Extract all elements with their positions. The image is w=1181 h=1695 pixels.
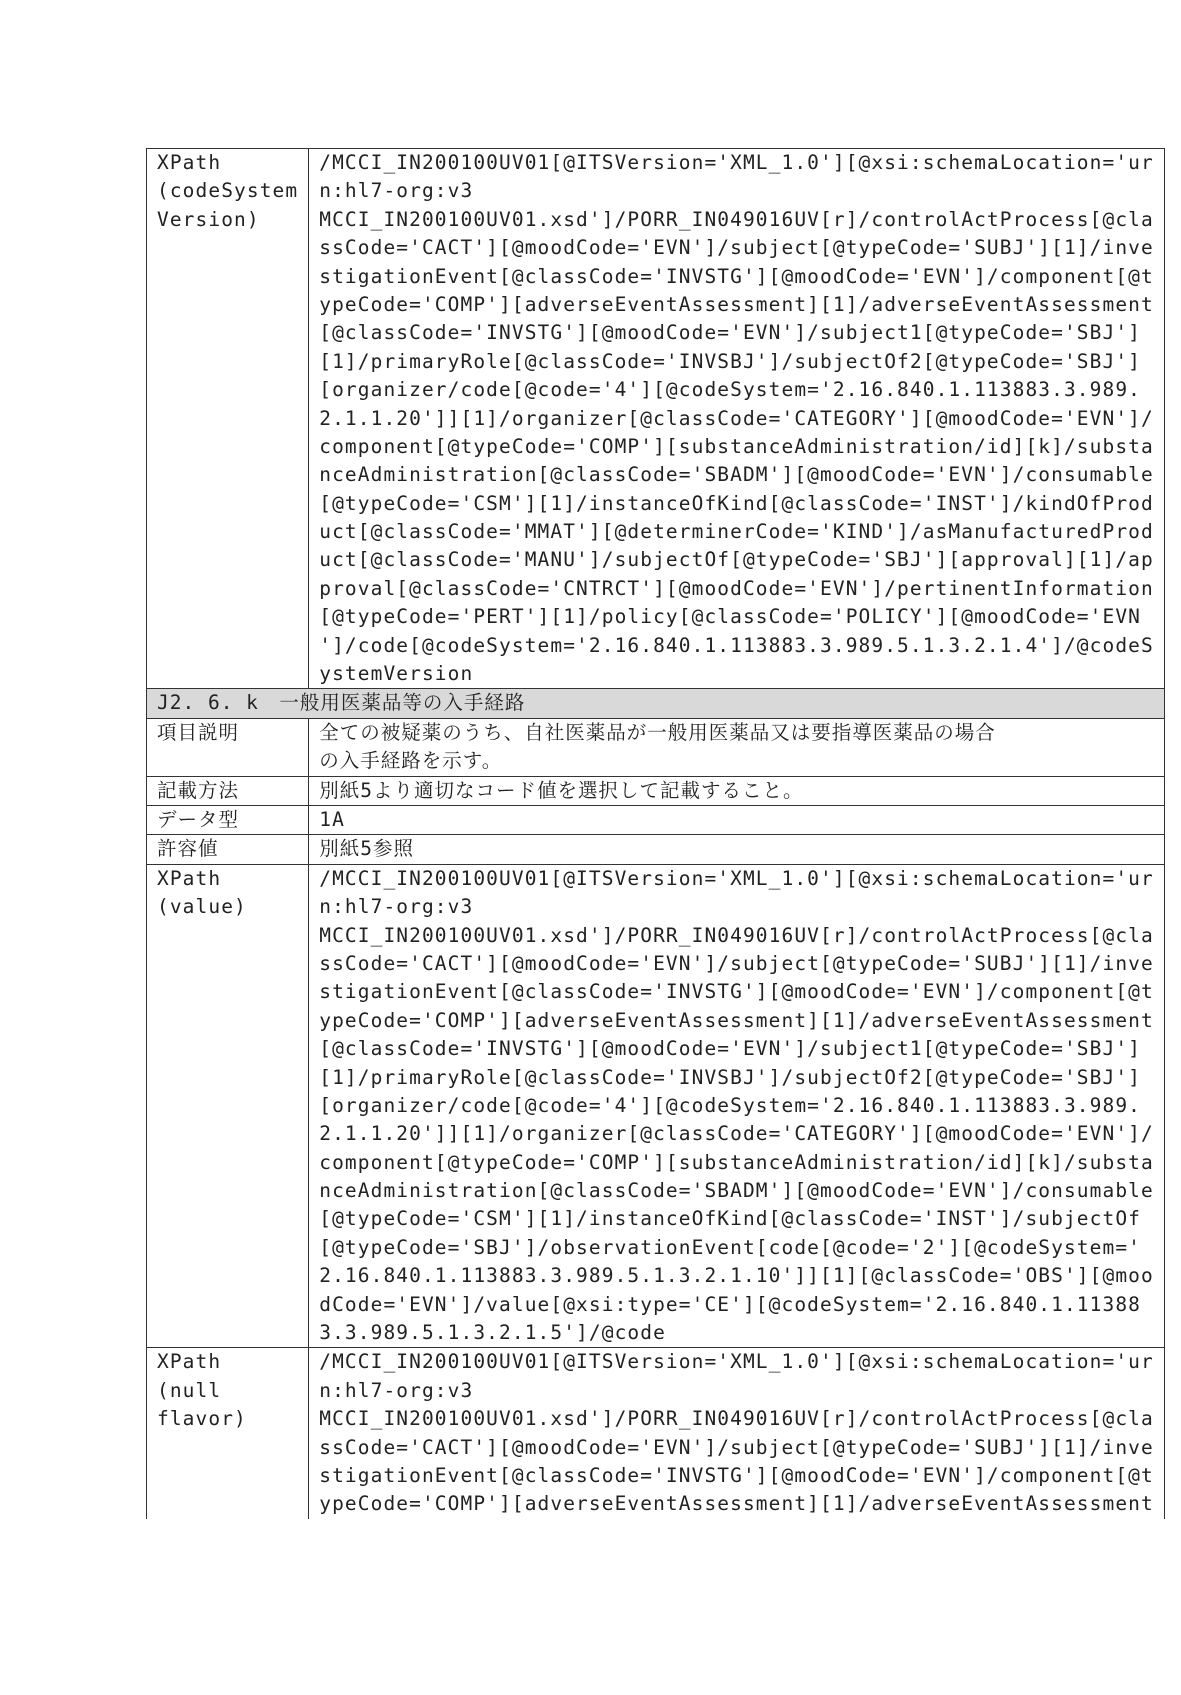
field-label [147, 835, 309, 864]
field-label-line: flavor) [157, 1407, 247, 1431]
field-value-line: ystemVersion [319, 662, 474, 686]
table-row [147, 718, 1165, 776]
field-value-line: stigationEvent[@classCode='INVSTG'][@moodCode='EVN']/component[@t [319, 980, 1154, 1004]
field-value-line: uct[@classCode='MMAT'][@determinerCode='KIND']/asManufacturedProd [319, 520, 1154, 544]
field-value-line: dCode='EVN']/value[@xsi:type='CE'][@codeSystem='2.16.840.1.11388 [319, 1292, 1142, 1316]
field-value-line: ssCode='CACT'][@moodCode='EVN']/subject[@typeCode='SUBJ'][1]/inve [319, 951, 1154, 975]
field-value-line: component[@typeCode='COMP'][substanceAdministration/id][k]/substa [319, 434, 1154, 458]
field-value [309, 805, 1165, 834]
field-value-line: MCCI_IN200100UV01.xsd']/PORR_IN049016UV[r]/controlActProcess[@cla [319, 1407, 1154, 1431]
field-label [147, 149, 309, 689]
field-label-line: XPath [157, 866, 222, 890]
field-value-line: ']/code[@codeSystem='2.16.840.1.113883.3.989.5.1.3.2.1.4']/@codeS [319, 633, 1154, 657]
field-value-line: MCCI_IN200100UV01.xsd']/PORR_IN049016UV[r]/controlActProcess[@cla [319, 923, 1154, 947]
section-header-row [147, 689, 1165, 718]
field-value [309, 718, 1165, 776]
table-row [147, 805, 1165, 834]
field-value-line: 2.1.1.20']][1]/organizer[@classCode='CATEGORY'][@moodCode='EVN']/ [319, 1122, 1154, 1146]
field-value-line: [@typeCode='CSM'][1]/instanceOfKind[@classCode='INST']/subjectOf [319, 1207, 1142, 1231]
field-value-line: /MCCI_IN200100UV01[@ITSVersion='XML_1.0'][@xsi:schemaLocation='ur [319, 1350, 1154, 1374]
field-label-line: XPath [157, 151, 222, 174]
field-value-line: MCCI_IN200100UV01.xsd']/PORR_IN049016UV[r]/controlActProcess[@cla [319, 207, 1154, 231]
field-label-line: データ型 [157, 807, 240, 831]
field-value-line: component[@typeCode='COMP'][substanceAdministration/id][k]/substa [319, 1150, 1154, 1174]
field-value-line: /MCCI_IN200100UV01[@ITSVersion='XML_1.0'][@xsi:schemaLocation='ur [319, 151, 1154, 174]
field-value-line: stigationEvent[@classCode='INVSTG'][@moodCode='EVN']/component[@t [319, 264, 1154, 288]
field-label [147, 805, 309, 834]
field-value-line: [1]/primaryRole[@classCode='INVSBJ']/subjectOf2[@typeCode='SBJ'] [319, 1065, 1142, 1089]
field-value-line: [@typeCode='CSM'][1]/instanceOfKind[@classCode='INST']/kindOfProd [319, 491, 1154, 515]
field-value-line: stigationEvent[@classCode='INVSTG'][@moodCode='EVN']/component[@t [319, 1463, 1154, 1487]
field-value-line: uct[@classCode='MANU']/subjectOf[@typeCode='SBJ'][approval][1]/ap [319, 548, 1154, 572]
field-value-line: 3.3.989.5.1.3.2.1.5']/@code [319, 1321, 666, 1345]
field-value-line: [@classCode='INVSTG'][@moodCode='EVN']/subject1[@typeCode='SBJ'] [319, 1037, 1142, 1061]
field-value [309, 149, 1165, 689]
field-value-line: 1A [319, 807, 345, 831]
field-value-line: nceAdministration[@classCode='SBADM'][@moodCode='EVN']/consumable [319, 463, 1154, 487]
field-value-line: ssCode='CACT'][@moodCode='EVN']/subject[@typeCode='SUBJ'][1]/inve [319, 236, 1154, 260]
field-value-line: ssCode='CACT'][@moodCode='EVN']/subject[@typeCode='SUBJ'][1]/inve [319, 1435, 1154, 1459]
field-label-line: XPath [157, 1350, 222, 1374]
field-value-line: [1]/primaryRole[@classCode='INVSBJ']/subjectOf2[@typeCode='SBJ'] [319, 349, 1142, 373]
field-value [309, 864, 1165, 1348]
field-value-line: [organizer/code[@code='4'][@codeSystem='2.16.840.1.113883.3.989. [319, 1093, 1142, 1117]
field-value-line: 別紙5参照 [319, 837, 414, 861]
field-value [309, 1348, 1165, 1519]
field-label-line: 許容値 [157, 837, 219, 861]
field-value-line: 2.1.1.20']][1]/organizer[@classCode='CATEGORY'][@moodCode='EVN']/ [319, 406, 1154, 430]
field-label-line: (null [157, 1378, 222, 1402]
field-label-line: Version) [157, 207, 260, 231]
field-value-line: n:hl7-org:v3 [319, 179, 474, 203]
field-value-line: 全ての被疑薬のうち、自社医薬品が一般用医薬品又は要指導医薬品の場合 [319, 720, 996, 744]
field-value [309, 835, 1165, 864]
field-value-line: ypeCode='COMP'][adverseEventAssessment][1]/adverseEventAssessment [319, 1492, 1154, 1516]
table-row [147, 776, 1165, 805]
field-value-line: ypeCode='COMP'][adverseEventAssessment][1]/adverseEventAssessment [319, 1008, 1154, 1032]
field-value-line: の入手経路を示す。 [319, 749, 503, 773]
field-value-line: [@classCode='INVSTG'][@moodCode='EVN']/subject1[@typeCode='SBJ'] [319, 321, 1142, 345]
field-value-line: n:hl7-org:v3 [319, 895, 474, 919]
field-value-line: /MCCI_IN200100UV01[@ITSVersion='XML_1.0'][@xsi:schemaLocation='ur [319, 866, 1154, 890]
field-label-line: 記載方法 [157, 778, 240, 802]
table-row [147, 1348, 1165, 1519]
field-label [147, 1348, 309, 1519]
table-row [147, 864, 1165, 1348]
field-label [147, 776, 309, 805]
field-label-line: 項目説明 [157, 720, 240, 744]
field-value [309, 776, 1165, 805]
field-value-line: 2.16.840.1.113883.3.989.5.1.3.2.1.10']][1][@classCode='OBS'][@moo [319, 1264, 1154, 1288]
specification-table [146, 148, 1165, 1519]
field-label-line: (codeSystem [157, 179, 299, 203]
field-label-line: (value) [157, 895, 247, 919]
field-value-line: [@typeCode='SBJ']/observationEvent[code[@code='2'][@codeSystem=' [319, 1235, 1142, 1259]
field-value-line: 別紙5より適切なコード値を選択して記載すること。 [319, 778, 804, 802]
field-value-line: [organizer/code[@code='4'][@codeSystem='2.16.840.1.113883.3.989. [319, 378, 1142, 402]
section-title [147, 689, 1165, 718]
field-value-line: n:hl7-org:v3 [319, 1378, 474, 1402]
field-label [147, 718, 309, 776]
table-row [147, 835, 1165, 864]
field-value-line: nceAdministration[@classCode='SBADM'][@moodCode='EVN']/consumable [319, 1179, 1154, 1203]
field-value-line: ypeCode='COMP'][adverseEventAssessment][1]/adverseEventAssessment [319, 292, 1154, 316]
table-row [147, 149, 1165, 689]
field-value-line: [@typeCode='PERT'][1]/policy[@classCode='POLICY'][@moodCode='EVN [319, 605, 1142, 629]
section-title-text: J2. 6. k 一般用医薬品等の入手経路 [157, 691, 526, 715]
field-label [147, 864, 309, 1348]
field-value-line: proval[@classCode='CNTRCT'][@moodCode='EVN']/pertinentInformation [319, 576, 1154, 600]
